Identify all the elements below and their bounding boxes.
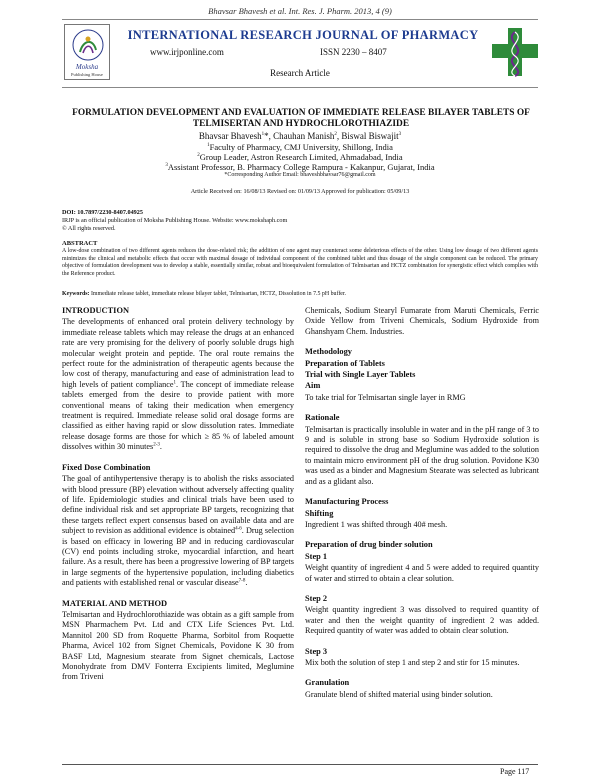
- journal-url[interactable]: www.irjponline.com: [150, 47, 224, 57]
- materials-heading: MATERIAL AND METHOD: [62, 598, 168, 608]
- abstract-heading: ABSTRACT: [62, 240, 98, 247]
- step3-heading: Step 3: [305, 646, 328, 656]
- publisher-note: IRJP is an official publication of Moksha Publishing House. Website: www.mokshaph.com: [62, 217, 288, 224]
- author-2-sup: 2: [334, 132, 337, 137]
- affiliation-2: [0, 152, 600, 162]
- affiliation-2-text: Group Leader, Astron Research Limited, Ahmadabad, India: [199, 152, 403, 162]
- preparation-heading: Preparation of Tablets: [305, 358, 385, 368]
- trial-heading: Trial with Single Layer Tablets: [305, 370, 416, 380]
- materials-continued: Chemicals, Sodium Stearyl Fumarate from Maruti Chemicals, Ferric Oxide Yellow from Triveni Chemicals, Sodium Hydroxide from Ghanshyam Chem. Industries.: [305, 306, 539, 336]
- methodology-heading: Methodology: [305, 347, 352, 357]
- fdc-paragraph: [62, 474, 294, 588]
- received-dates: Article Received on: 16/08/13 Revised on: 01/09/13 Approved for publication: 05/09/13: [190, 188, 410, 195]
- fdc-text-a: The goal of antihypertensive therapy is to abolish the risks associated with blood pressure (BP) elevation without adversely affecting quality of life. Epidemiologic studies and clinical trials have been used to define individual risk and set appropriate BP targets, recognizing that these targets reflect expert consensus based on available data and are subject to revision as additional evidence is obtained: [62, 474, 294, 536]
- author-1-mark: *: [264, 131, 269, 141]
- logo-subtitle: Publishing House: [71, 72, 103, 77]
- author-1: Bhavsar Bhavesh: [198, 131, 262, 141]
- keywords-label: Keywords:: [62, 291, 90, 297]
- aim-heading: Aim: [305, 381, 321, 391]
- keywords: [62, 291, 538, 298]
- author-1-sup: 1: [261, 132, 265, 137]
- introduction-paragraph: [62, 317, 294, 452]
- affiliation-1-sup: 1: [207, 143, 210, 149]
- article-title: FORMULATION DEVELOPMENT AND EVALUATION OF IMMEDIATE RELEASE BILAYER TABLETS OF TELMISERTAN AND HYDROCHLOROTHIAZIDE: [72, 108, 530, 129]
- fdc-cite-2: 7-8: [238, 578, 246, 584]
- manufacturing-heading: Manufacturing Process: [305, 497, 389, 507]
- author-2: , Chauhan Manish: [268, 131, 335, 141]
- fdc-text-b: . Drug selection is based on efficacy in lowering BP and in reducing cardiovascular (CV) end points including stroke, myocardial infarction, and heart failure. As a result, there has been a progressive lowering of BP targets in large segments of the hypertensive population, including diabetics and patients with established renal or vascular disease: [62, 526, 294, 588]
- affiliation-2-sup: 2: [197, 153, 200, 159]
- intro-text-b: . The concept of immediate release tablets emerged from the desire to provide patient with more conventional means of taking their medication when emergency treatment is required. Immediate release solid oral dosage forms are classified as either having rapid or slow dissolution rates. Immediate release dosage forms are those for which ≥ 85 % of labeled amount dissolves within 30 minutes: [62, 379, 295, 452]
- intro-text-a: The developments of enhanced oral protein delivery technology by immediate release tablets which may release the drugs at an enhanced rate are very promising for the delivery of poorly soluble drugs high molecular weight protein and peptide. The oral route remains the perfect route for the administration of therapeutic agents because the low cost of therapy, manufacturing and ease of administration lead to high levels of patient compliance: [62, 317, 294, 389]
- left-column: [62, 306, 294, 683]
- corresponding-author: *Corresponding Author Email: bhaveshbhavsar76@gmail.com: [224, 172, 376, 178]
- granulation-heading: Granulation: [305, 678, 350, 688]
- fdc-text-c: .: [245, 578, 248, 588]
- affiliation-3-text: Assistant Professor, B. Pharmacy College Rampura - Kakanpur, Gujarat, India: [167, 162, 435, 172]
- affiliation-1: [0, 142, 600, 152]
- doi[interactable]: DOI: 10.7897/2230-8407.04925: [62, 209, 143, 216]
- affiliation-1-text: Faculty of Pharmacy, CMJ University, Shillong, India: [209, 142, 393, 152]
- affiliation-3-sup: 3: [165, 163, 168, 169]
- step1-text: Weight quantity of ingredient 4 and 5 were added to required quantity of water and stirred to obtain a clear solution.: [305, 563, 539, 583]
- affiliation-3: [0, 162, 600, 172]
- aim-text: To take trial for Telmisartan single layer in RMG: [305, 392, 466, 402]
- moksha-logo-icon: [71, 28, 105, 62]
- keywords-text: Immediate release tablet, immediate release bilayer tablet, Telmisartan, HCTZ, Dissolution in 7.5 pH buffer.: [89, 291, 347, 297]
- header-bottom-rule: [62, 87, 538, 88]
- shifting-text: Ingredient 1 was shifted through 40# mesh.: [305, 519, 448, 529]
- intro-cite-1: 1: [173, 380, 177, 386]
- abstract-text: A low-dose combination of two different agents reduces the dose-related risk; the addition of one agent may counteract some deleterious effects of the other. Using low dosage of two different agents minimizes the clinical and metabolic effects that occur with maximal dosage of individual component of the combined tablet and thus dosage of the single component can be reduced. The primary objective of formulation development was to develop a stable, essentially similar, robust and bioequivalent formulation of Telmisartan and HCTZ combination for synergistic effect which complies with the Reference product.: [62, 248, 538, 277]
- step2-text: Weight quantity ingredient 3 was dissolved to required quantity of water and then the weight quantity of ingredient 2 was added. Required quantity of water was added to obtain clear solution.: [305, 605, 539, 636]
- right-column: [305, 306, 539, 700]
- footer-rule: [62, 764, 538, 765]
- author-3: , Biswal Biswajit: [336, 131, 399, 141]
- header-rule: [62, 19, 538, 20]
- author-list: [0, 131, 600, 141]
- intro-text-c: .: [159, 442, 162, 452]
- journal-name: INTERNATIONAL RESEARCH JOURNAL OF PHARMACY: [127, 28, 479, 42]
- shifting-heading: Shifting: [305, 508, 334, 518]
- logo-name: Moksha: [75, 63, 99, 71]
- step3-text: Mix both the solution of step 1 and step 2 and stir for 15 minutes.: [305, 657, 520, 667]
- author-3-sup: 3: [398, 132, 402, 137]
- rationale-text: Telmisartan is practically insoluble in water and in the pH range of 3 to 9 and is soluble in strong base so Sodium Hydroxide solution is required to dissolve the drug and Meglumine was added to the solution to maintain micro environment pH of the drug solution. Povidone K30 was used as a binder and Magnesium Stearate was selected as lubricant and as a glidant also.: [305, 424, 539, 486]
- running-head: Bhavsar Bhavesh et al. Int. Res. J. Pharm. 2013, 4 (9): [208, 6, 392, 16]
- article-type: Research Article: [270, 68, 330, 78]
- step1-heading: Step 1: [305, 551, 328, 561]
- fdc-heading: Fixed Dose Combination: [62, 462, 151, 472]
- granulation-text: Granulate blend of shifted material using binder solution.: [305, 689, 493, 699]
- journal-issn: ISSN 2230 – 8407: [320, 47, 387, 57]
- page-number: Page 117: [500, 767, 530, 776]
- intro-cite-2: 2-3: [153, 442, 160, 448]
- rationale-heading: Rationale: [305, 413, 340, 423]
- fdc-cite-1: 4-6: [235, 526, 242, 532]
- binder-heading: Preparation of drug binder solution: [305, 540, 433, 550]
- copyright: © All rights reserved.: [62, 225, 116, 232]
- materials-paragraph: Telmisartan and Hydrochlorothiazide was obtain as a gift sample from MSN Pharmachem Pvt. Ltd and CTX Life Sciences Pvt. Ltd. Mannitol 200 SD from Roquette Pharma, Sorbitol from Roquette Pharma, Avicel 102 from Signet Chemicals, Povidone K 30 from BASF Ltd, Magnesium stearate from Signet chemicals, Lactose Monohydrate from DMV Fonterra Excipients limited, Meglumine from Triveni: [62, 609, 294, 682]
- introduction-heading: INTRODUCTION: [62, 306, 130, 315]
- step2-heading: Step 2: [305, 593, 328, 603]
